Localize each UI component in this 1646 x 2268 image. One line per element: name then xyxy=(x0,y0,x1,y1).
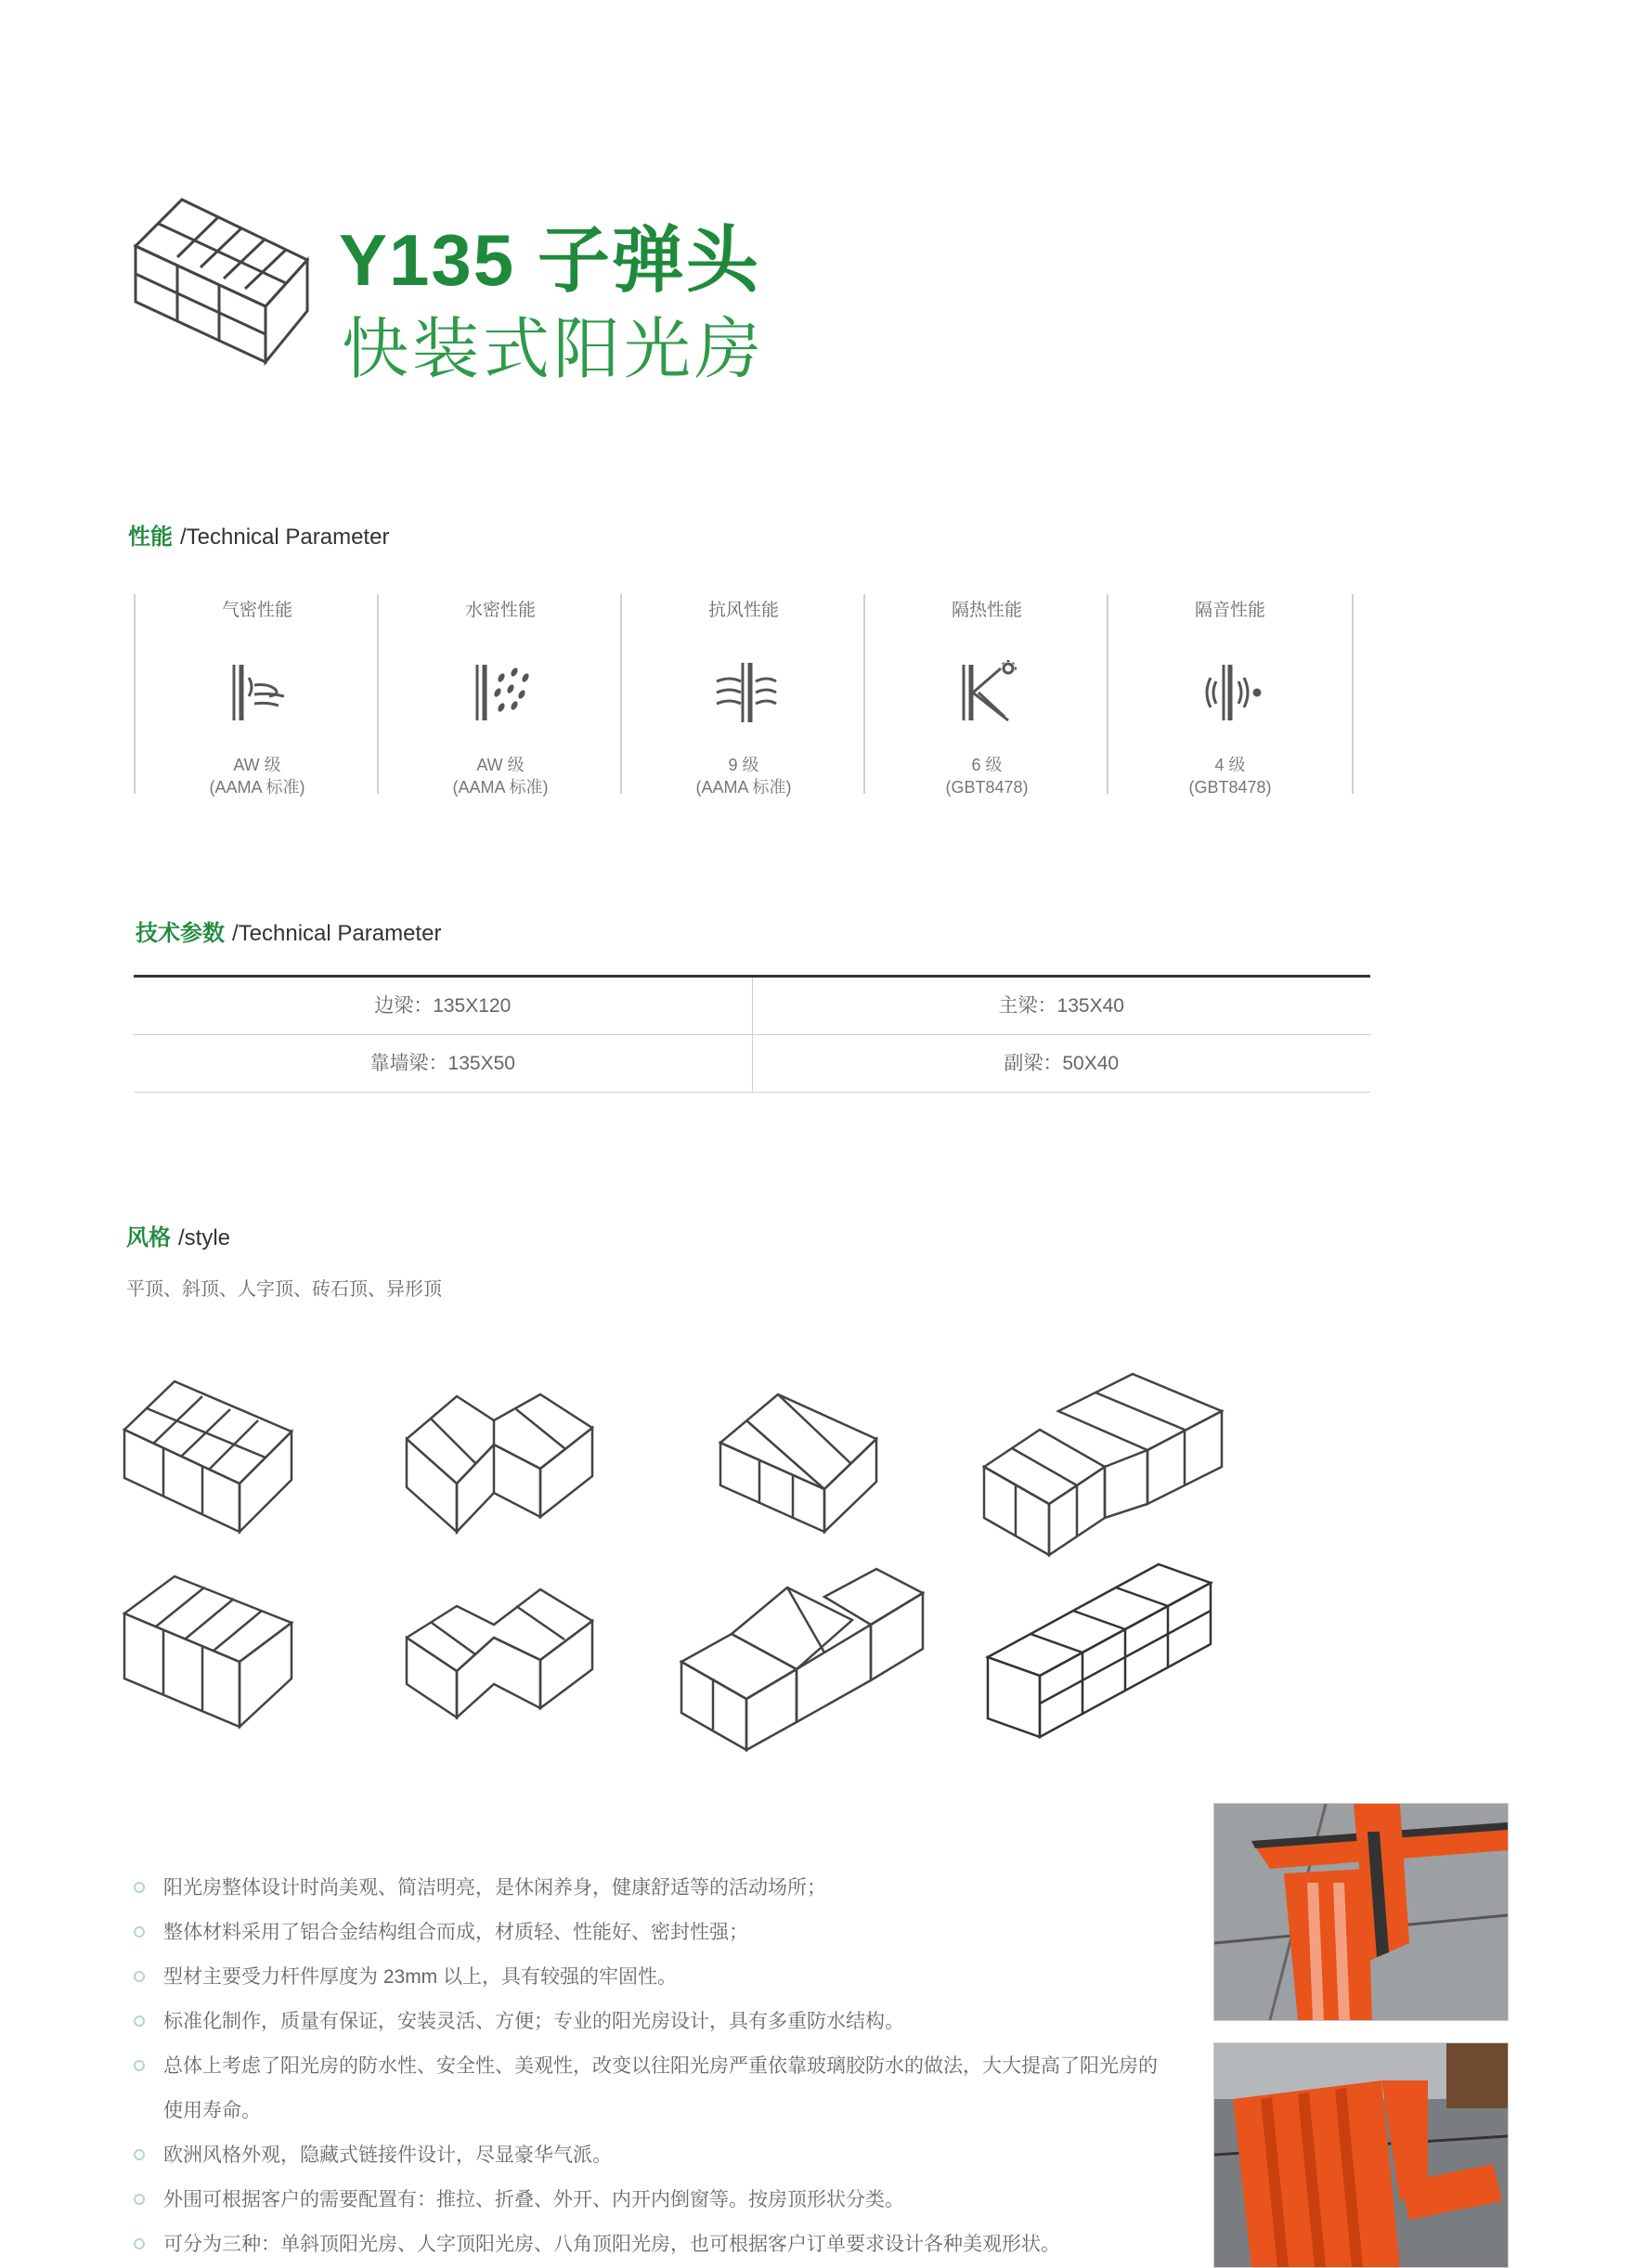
performance-label: 隔热性能 xyxy=(951,601,1022,620)
bullet-icon xyxy=(134,1926,145,1938)
list-item: 欧洲风格外观，隐藏式链接件设计，尽显豪华气派。 xyxy=(130,2133,1160,2178)
style-heading-en: /style xyxy=(178,1225,231,1251)
performance-heading-cn: 性能 xyxy=(128,525,173,550)
performance-heading-en: /Technical Parameter xyxy=(180,525,390,550)
long-corridor-house-icon xyxy=(982,1555,1214,1741)
tech-table xyxy=(134,975,1370,1093)
performance-value: 9 级 (AAMA 标准) xyxy=(695,756,792,797)
list-item: 总体上考虑了阳光房的防水性、安全性、美观性，改变以往阳光房严重依靠玻璃胶防水的做法，大大提高了阳光房的使用寿命。 xyxy=(130,2044,1160,2133)
flat-roof-house-icon xyxy=(119,1374,295,1536)
table-cell: 副梁：50X40 xyxy=(1004,1053,1120,1074)
style-heading xyxy=(126,1219,230,1251)
bullet-icon xyxy=(134,1882,145,1893)
list-item: 阳光房整体设计时尚美观、简洁明亮，是休闲养身，健康舒适等的活动场所； xyxy=(130,1866,1160,1911)
profile-section-photo xyxy=(1213,2042,1509,2268)
list-item: 整体材料采用了铝合金结构组合而成，材质轻、性能好、密封性强； xyxy=(130,1911,1160,1955)
performance-label: 气密性能 xyxy=(221,601,292,620)
performance-grid xyxy=(134,594,1368,797)
performance-item xyxy=(620,594,865,797)
watertight-icon xyxy=(470,659,537,726)
table-cell: 靠墙梁：135X50 xyxy=(134,1035,753,1092)
list-item: 可分为三种：单斜顶阳光房、人字顶阳光房、八角顶阳光房，也可根据客户订单要求设计各种美观形状。 xyxy=(130,2223,1160,2267)
product-sketch-icon xyxy=(126,190,312,367)
gable-roof-house-icon xyxy=(713,1385,880,1534)
feature-list xyxy=(130,1866,1160,2267)
bullet-icon xyxy=(134,2194,145,2205)
table-cell: 主梁：135X40 xyxy=(998,995,1124,1017)
tech-heading-en: /Technical Parameter xyxy=(232,921,442,946)
airtight-icon xyxy=(227,659,293,726)
complex-multi-roof-house-icon xyxy=(975,1365,1225,1560)
tech-heading-cn: 技术参数 xyxy=(136,921,225,946)
performance-label: 隔音性能 xyxy=(1194,601,1265,620)
wind-resistance-icon xyxy=(713,659,780,726)
table-row xyxy=(134,978,1370,1035)
style-description: 平顶、斜顶、人字顶、砖石顶、异形顶 xyxy=(126,1279,442,1300)
profile-cross-joint-photo xyxy=(1213,1803,1509,2021)
product-title: Y135 子弹头 xyxy=(339,219,760,301)
performance-item xyxy=(1107,594,1354,797)
bullet-icon xyxy=(134,2015,145,2027)
heat-insulation-icon xyxy=(956,659,1023,726)
performance-value: AW 级 (AAMA 标准) xyxy=(209,756,305,797)
complex-gable-cluster-house-icon xyxy=(676,1560,927,1755)
bullet-icon xyxy=(134,2060,145,2071)
table-row xyxy=(134,1035,1370,1093)
bullet-icon xyxy=(134,1971,145,1982)
performance-label: 水密性能 xyxy=(464,601,536,620)
bullet-icon xyxy=(134,2238,145,2249)
performance-value: 4 级 (GBT8478) xyxy=(1188,756,1272,797)
performance-item xyxy=(377,594,622,797)
performance-value: AW 级 (AAMA 标准) xyxy=(452,756,549,797)
bullet-icon xyxy=(134,2149,145,2160)
performance-item xyxy=(863,594,1108,797)
performance-heading xyxy=(128,518,389,551)
performance-value: 6 级 (GBT8478) xyxy=(945,756,1029,797)
performance-item xyxy=(134,594,379,797)
product-subtitle: 快装式阳光房 xyxy=(342,313,766,387)
l-shaped-gable-house-icon xyxy=(401,1383,596,1541)
tech-heading xyxy=(136,914,441,947)
style-heading-cn: 风格 xyxy=(126,1225,171,1251)
sound-insulation-icon xyxy=(1199,659,1266,726)
table-cell: 边梁：135X120 xyxy=(134,978,753,1034)
sloped-roof-house-icon xyxy=(119,1569,295,1731)
list-item: 标准化制作，质量有保证，安装灵活、方便；专业的阳光房设计，具有多重防水结构。 xyxy=(130,2000,1160,2044)
list-item: 外围可根据客户的需要配置有：推拉、折叠、外开、内开内倒窗等。按房顶形状分类。 xyxy=(130,2178,1160,2223)
performance-label: 抗风性能 xyxy=(707,601,779,620)
list-item: 型材主要受力杆件厚度为 23mm 以上，具有较强的牢固性。 xyxy=(130,1955,1160,2000)
l-shaped-flat-house-icon xyxy=(401,1578,596,1727)
